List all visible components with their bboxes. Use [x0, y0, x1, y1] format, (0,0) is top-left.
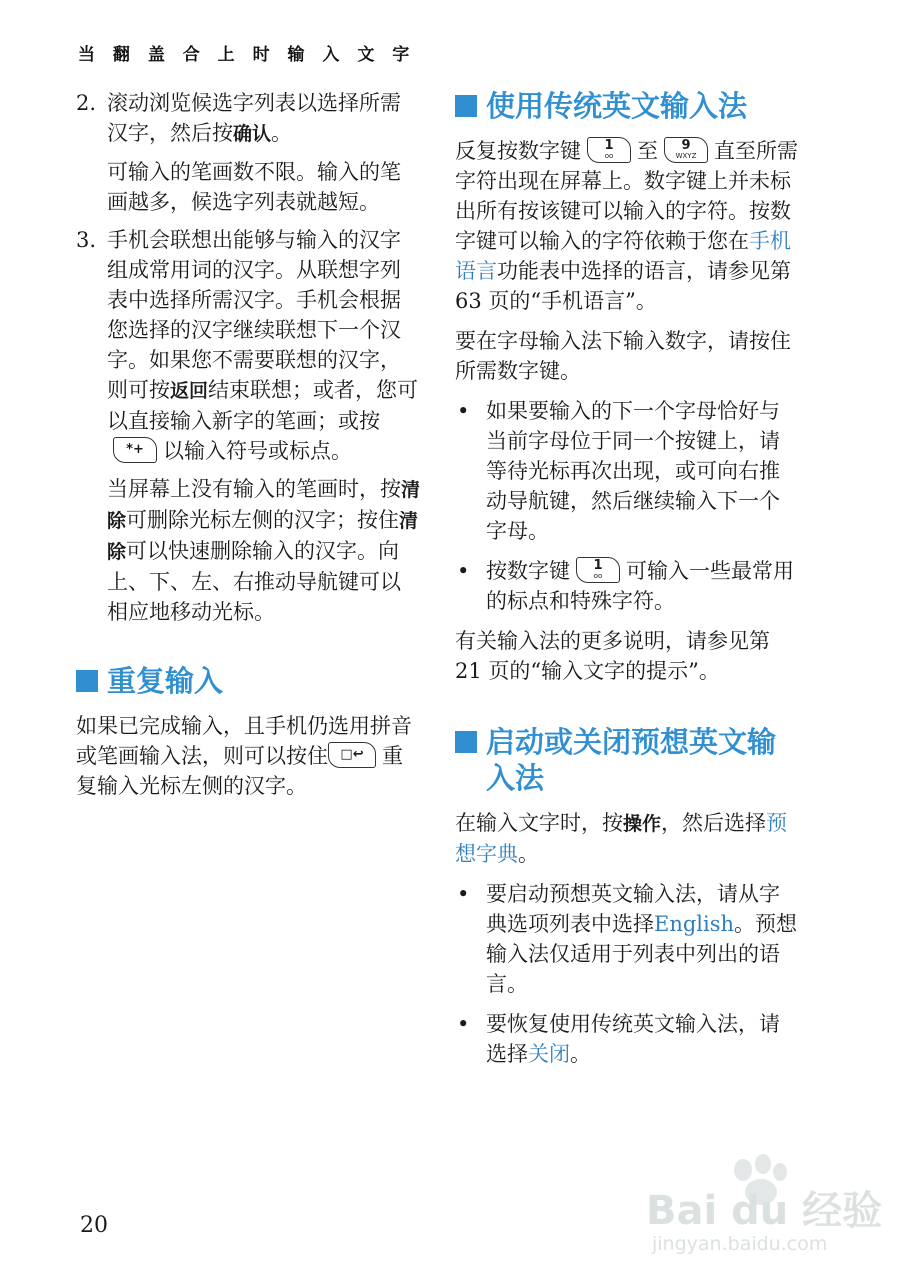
- bullet-item: • 如果要输入的下一个字母恰好与当前字母位于同一个按键上，请等待光标再次出现，或可向右推动导航键，然后继续输入下一个字母。: [455, 396, 800, 546]
- link-predictive-dictionary[interactable]: 预想字典: [455, 811, 788, 866]
- softkey-back: 返回: [170, 380, 209, 402]
- softkey-confirm: 确认: [233, 123, 272, 145]
- key-1-icon: 1 oo: [576, 557, 620, 583]
- list-number: 2.: [76, 91, 97, 115]
- baidu-watermark-logo: [642, 1148, 883, 1258]
- message-key-icon: □↩: [328, 742, 376, 768]
- list-number: 3.: [76, 228, 97, 252]
- square-bullet-icon: [455, 95, 477, 117]
- left-column: [76, 88, 421, 811]
- section-heading-traditional: 使用传统英文输入法: [455, 88, 800, 124]
- square-bullet-icon: [76, 670, 98, 692]
- running-head: 当 翻 盖 合 上 时 输 入 文 字: [78, 45, 416, 65]
- list-item-3-note: 当屏幕上没有输入的笔画时，按清除可删除光标左侧的汉字；按住清除可以快速删除输入的汉字。向上、下、左、右推动导航键可以相应地移动光标。: [107, 477, 421, 624]
- link-english[interactable]: English: [654, 912, 735, 936]
- right-column: [455, 88, 800, 1079]
- star-key-icon: *+: [113, 437, 157, 463]
- link-off[interactable]: 关闭: [528, 1042, 570, 1066]
- text: 手机会联想出能够与输入的汉字组成常用词的汉字。从联想字列表中选择所需汉字。手机会根据您选择的汉字继续联想下一个汉字。如果您不需要联想的汉字，则可按: [107, 228, 401, 402]
- list-item-3: [76, 225, 421, 466]
- softkey-clear: 清除: [107, 479, 421, 532]
- bullet-dot: •: [457, 882, 470, 906]
- text: 滚动浏览候选字列表以选择所需汉字，然后按: [107, 91, 401, 145]
- text: 。: [271, 121, 293, 145]
- list-item-2: [76, 88, 421, 149]
- bullet-dot: •: [457, 559, 470, 583]
- watermark-url: jingyan.baidu.com: [652, 1233, 828, 1255]
- key-9-icon: 9 WXYZ: [664, 137, 708, 163]
- list-item-2-note: 可输入的笔画数不限。输入的笔画越多，候选字列表就越短。: [107, 160, 401, 214]
- bullet-item: • 按数字键 1 oo 可输入一些最常用的标点和特殊字符。: [457, 558, 794, 613]
- text: 以输入符号或标点。: [163, 439, 352, 463]
- traditional-paragraph-1: 反复按数字键 1 oo 至 9 WXYZ 直至所需字符出现在屏幕上。数字键上并未标出所有按该键可以输入的字符。按数字键可以输入的字符依赖于您在手机语言功能表中选择的语言，请参见第 63 页的“手机语言”。: [455, 138, 798, 313]
- link-phone-language[interactable]: 手机语言: [455, 229, 791, 283]
- bullet-dot: •: [457, 1012, 470, 1036]
- predictive-paragraph: 在输入文字时，按操作，然后选择预想字典。: [455, 811, 788, 866]
- softkey-clear: 清除: [107, 510, 419, 563]
- bullet-dot: •: [457, 399, 470, 423]
- bullet-item: • 要恢复使用传统英文输入法，请选择关闭。: [455, 1009, 800, 1069]
- traditional-paragraph-2: 要在字母输入法下输入数字，请按住所需数字键。: [455, 329, 791, 383]
- softkey-options: 操作: [623, 813, 662, 835]
- bullet-item: • 要启动预想英文输入法，请从字典选项列表中选择English。预想输入法仅适用于列表中列出的语言。: [455, 879, 800, 999]
- traditional-paragraph-3: 有关输入法的更多说明，请参见第 21 页的“输入文字的提示”。: [455, 629, 770, 683]
- square-bullet-icon: [455, 731, 477, 753]
- page-number: 20: [80, 1213, 108, 1238]
- watermark-brand: Bai du 经验: [646, 1188, 883, 1234]
- section-heading-predictive: 启动或关闭预想英文输入法: [455, 724, 800, 796]
- key-1-icon: 1 oo: [587, 137, 631, 163]
- text: 结束联想；或者，您可以直接输入新字的笔画；或按: [107, 378, 419, 433]
- section-heading-repeat: 重复输入: [76, 663, 421, 699]
- repeat-paragraph: 如果已完成输入，且手机仍选用拼音或笔画输入法，则可以按住 □↩ 重复输入光标左侧的汉字。: [76, 714, 412, 798]
